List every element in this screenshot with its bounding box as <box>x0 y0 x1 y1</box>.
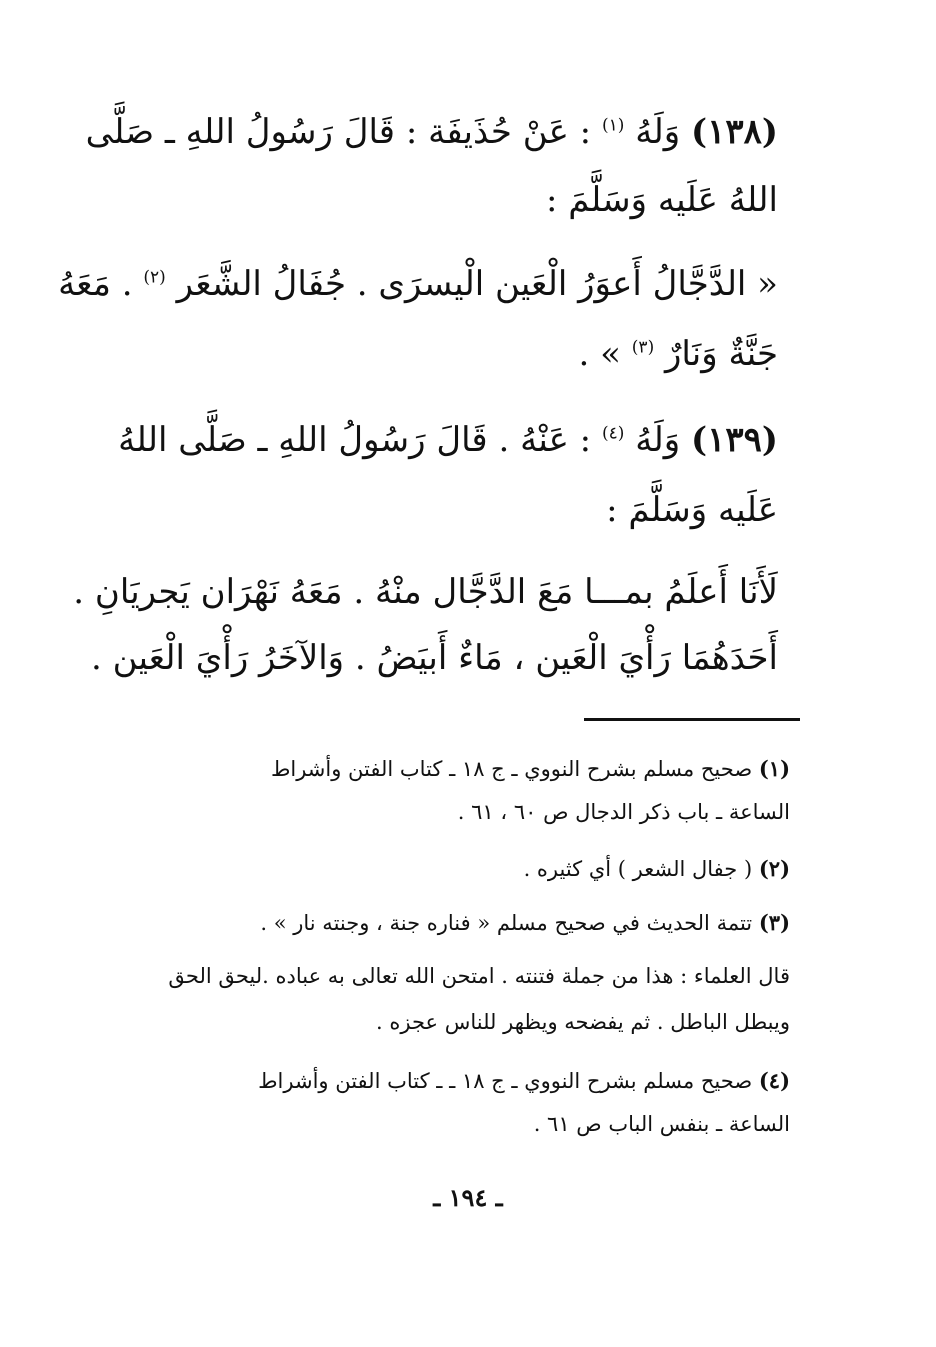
footnote-1-line-1 <box>140 756 790 782</box>
hadith-text: وَلَهُ <box>635 420 681 460</box>
footnote-divider <box>584 718 800 721</box>
footnote-number: (١) <box>758 756 790 781</box>
hadith-139-line-1 <box>118 420 778 461</box>
footnote-number: (٢) <box>758 856 790 881</box>
footnote-1-line-2 <box>140 800 790 825</box>
hadith-text: » . <box>578 334 621 374</box>
hadith-text: أَحَدَهُمَا رَأْيَ الْعَين ، مَاءٌ أَبيَضُ . وَالآخَرُ رَأْيَ الْعَين . <box>91 638 778 678</box>
hadith-139-line-2 <box>138 490 778 531</box>
hadith-138-line-1 <box>85 112 778 153</box>
hadith-139-line-3 <box>73 572 778 613</box>
footnote-2 <box>140 856 790 882</box>
footnote-text: الساعة ـ بنفس الباب ص ٦١ . <box>533 1112 790 1136</box>
hadith-138-line-2 <box>138 180 778 221</box>
hadith-138-line-3 <box>58 264 778 305</box>
footnote-text: تتمة الحديث في صحيح مسلم « فناره جنة ، وجنته نار » . <box>260 911 753 935</box>
footnote-text: الساعة ـ باب ذكر الدجال ص ٦٠ ، ٦١ . <box>457 800 790 824</box>
hadith-139-line-4 <box>91 638 778 679</box>
footnote-text: صحيح مسلم بشرح النووي ـ ج ١٨ ـ كتاب الفتن وأشراط <box>270 757 753 781</box>
hadith-text: جَنَّةٌ وَنَارٌ <box>665 334 778 374</box>
footnote-ref: (٢) <box>143 267 166 288</box>
hadith-text: : عَنْ حُذَيفَة : قَالَ رَسُولُ اللهِ ـ صَلَّى <box>85 112 592 152</box>
footnote-4-line-2 <box>140 1112 790 1137</box>
hadith-number: (١٣٩) <box>691 420 778 460</box>
footnote-text: ويبطل الباطل . ثم يفضحه ويظهر للناس عجزه . <box>376 1010 790 1034</box>
footnote-ref: (٣) <box>631 337 655 358</box>
hadith-text: . مَعَهُ <box>58 264 133 304</box>
footnote-text: صحيح مسلم بشرح النووي ـ ج ١٨ ـ ـ كتاب الفتن وأشراط <box>258 1069 753 1093</box>
hadith-138-line-4 <box>138 334 778 375</box>
hadith-text: : عَنْهُ . قَالَ رَسُولُ اللهِ ـ صَلَّى اللهُ <box>118 420 592 460</box>
footnote-number: (٤) <box>758 1068 790 1093</box>
footnote-ref: (٤) <box>601 423 625 444</box>
page-number: ـ ١٩٤ ـ <box>433 1183 503 1212</box>
footnote-3 <box>140 910 790 936</box>
footnote-text: ( جفال الشعر ) أي كثيره . <box>523 857 753 881</box>
hadith-text: عَلَيه وَسَلَّمَ : <box>606 490 778 530</box>
footnote-text: قال العلماء : هذا من جملة فتنته . امتحن الله تعالى به عباده .ليحق الحق <box>168 964 790 988</box>
hadith-number: (١٣٨) <box>691 112 778 152</box>
footnote-number: (٣) <box>758 910 790 935</box>
hadith-text: « الدَّجَّالُ أَعوَرُ الْعَين الْيسرَى . جُفَالُ الشَّعَر <box>176 264 778 304</box>
hadith-text: لَأَنَا أَعلَمُ بمـــا مَعَ الدَّجَّال منْهُ . مَعَهُ نَهْرَان يَجريَانِ . <box>73 572 778 612</box>
hadith-text: وَلَهُ <box>635 112 681 152</box>
footnote-4-line-1 <box>140 1068 790 1094</box>
footnote-3-note-line-1 <box>140 964 790 989</box>
footnote-ref: (١) <box>601 115 625 136</box>
footnote-3-note-line-2 <box>140 1010 790 1035</box>
hadith-text: اللهُ عَلَيه وَسَلَّمَ : <box>546 180 778 220</box>
